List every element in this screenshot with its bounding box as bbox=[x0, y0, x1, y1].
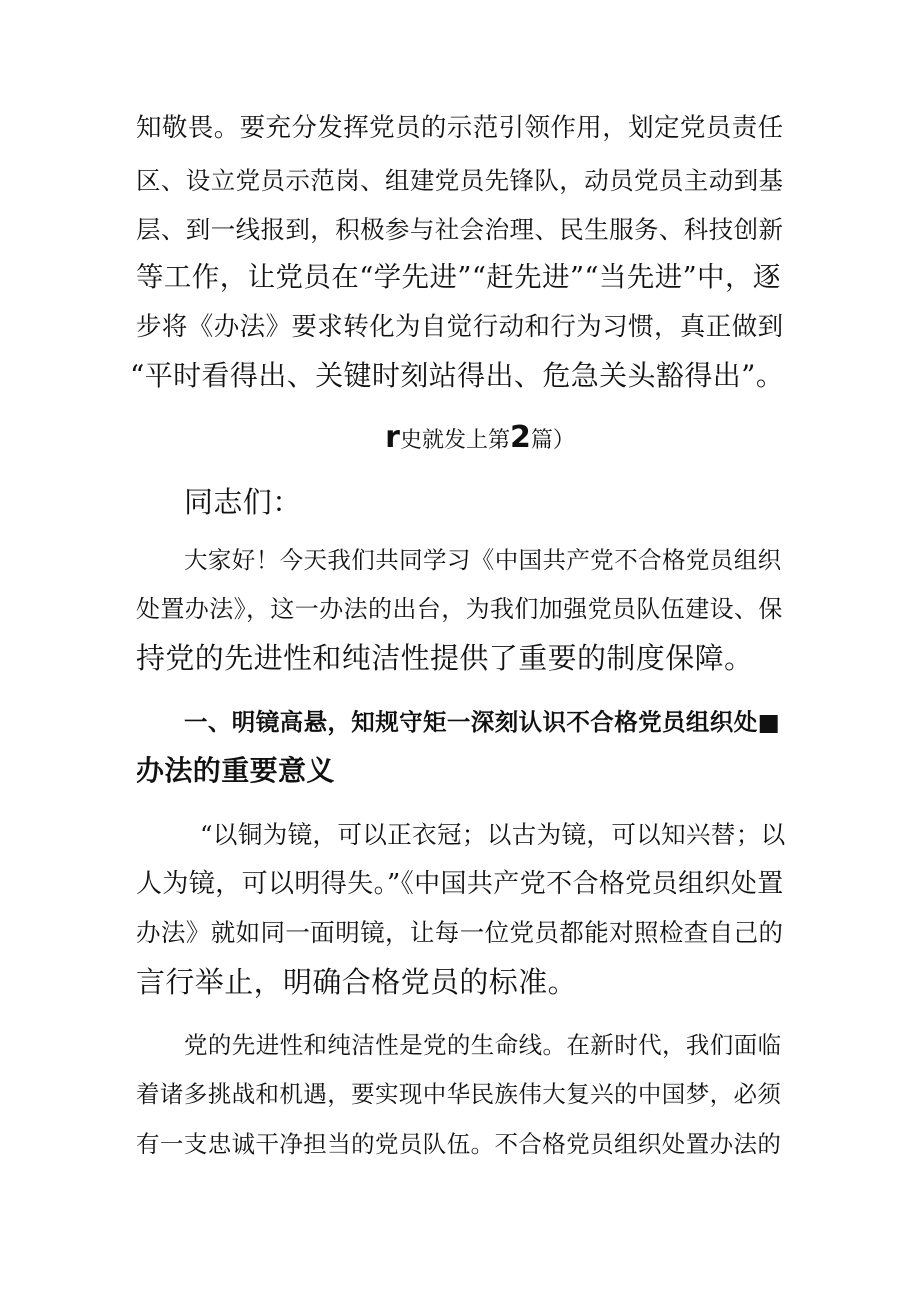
heading-prefix: r bbox=[385, 420, 400, 455]
paragraph-line: 层、到一线报到，积极参与社会治理、民生服务、科技创新 bbox=[136, 215, 784, 244]
paragraph-line: 区、设立党员示范岗、组建党员先锋队，动员党员主动到基 bbox=[136, 166, 784, 195]
heading-number: 2 bbox=[509, 420, 531, 455]
heading-middle: 史就发上第 bbox=[399, 428, 510, 453]
section-title-line: 一、明镜高悬，知规守矩一深刻认识不合格党员组织处■ bbox=[184, 708, 781, 736]
section-heading bbox=[20, 418, 920, 461]
paragraph-line: “以铜为镜，可以正衣冠；以古为镜，可以知兴替；以 bbox=[200, 820, 786, 849]
paragraph-line: 办法》就如同一面明镜，让每一位党员都能对照检查自己的 bbox=[136, 918, 784, 947]
paragraph-line: 着诸多挑战和机遇，要实现中华民族伟大复兴的中国梦，必须 bbox=[136, 1080, 782, 1108]
paragraph-line: 知敬畏。要充分发挥党员的示范引领作用，划定党员责任 bbox=[136, 113, 784, 143]
paragraph-line: 持党的先进性和纯洁性提供了重要的制度保障。 bbox=[136, 641, 754, 675]
section-title-line: 办法的重要意义 bbox=[136, 754, 335, 787]
paragraph-line: “平时看得出、关键时刻站得出、危急关头豁得出”。 bbox=[130, 359, 785, 392]
heading-suffix: 篇） bbox=[530, 428, 575, 453]
paragraph-line: 党的先进性和纯洁性是党的生命线。在新时代，我们面临 bbox=[184, 1031, 782, 1059]
paragraph-line: 人为镜，可以明得失。”《中国共产党不合格党员组织处置 bbox=[136, 869, 784, 899]
paragraph-line: 等工作，让党员在“学先进”“赶先进”“当先进”中，逐 bbox=[136, 261, 781, 293]
paragraph-line: 有一支忠诚干净担当的党员队伍。不合格党员组织处置办法的 bbox=[136, 1130, 782, 1158]
paragraph-line: 处置办法》，这一办法的出台，为我们加强党员队伍建设、保 bbox=[136, 595, 783, 623]
greeting: 同志们： bbox=[184, 485, 302, 519]
paragraph-line: 言行举止，明确合格党员的标准。 bbox=[136, 965, 578, 999]
paragraph-line: 步将《办法》要求转化为自觉行动和行为习惯，真正做到 bbox=[136, 312, 784, 342]
paragraph-line: 大家好！今天我们共同学习《中国共产党不合格党员组织 bbox=[184, 546, 782, 574]
